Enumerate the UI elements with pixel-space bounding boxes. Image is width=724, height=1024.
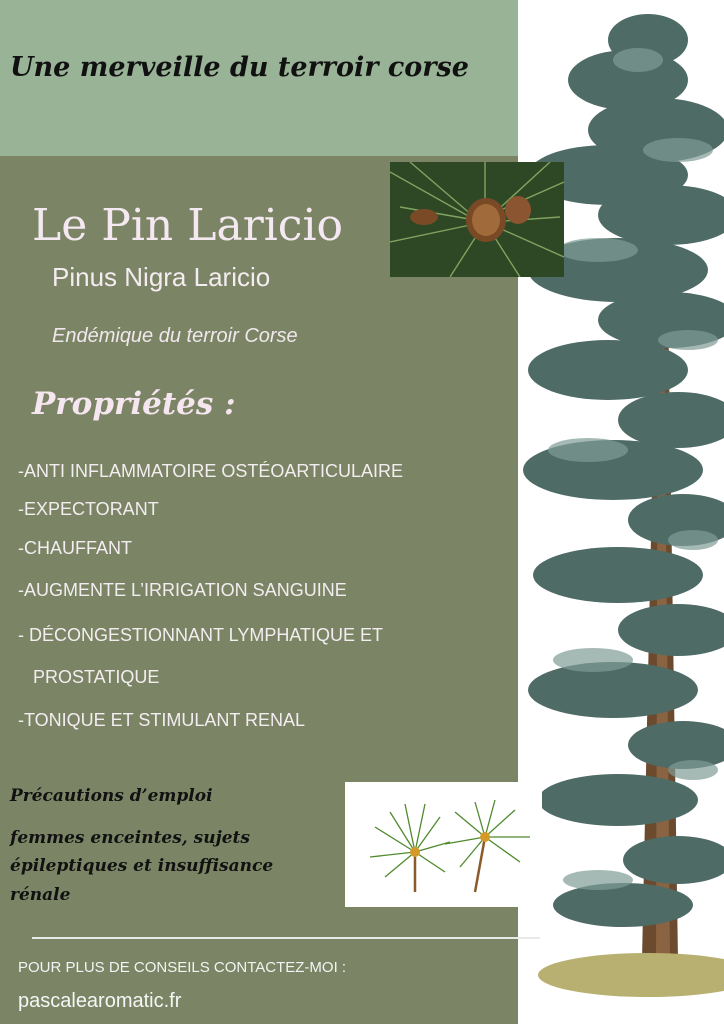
- endemic-subtitle: Endémique du terroir Corse: [52, 325, 298, 347]
- pine-needle-sprigs-photo: [345, 782, 542, 907]
- property-item: PROSTATIQUE: [33, 667, 160, 687]
- precautions-line: femmes enceintes, sujets: [10, 828, 250, 848]
- pine-cone-photo: [390, 162, 564, 277]
- page-title: Le Pin Laricio: [32, 200, 344, 251]
- property-item: -ANTI INFLAMMATOIRE OSTÉOARTICULAIRE: [18, 461, 404, 481]
- precautions-heading: Précautions d’emploi: [10, 786, 213, 806]
- property-item: -TONIQUE ET STIMULANT RENAL: [18, 710, 306, 730]
- properties-heading: Propriétés :: [32, 386, 236, 422]
- precautions-line: rénale: [10, 885, 71, 905]
- contact-text: POUR PLUS DE CONSEILS CONTACTEZ-MOI :: [18, 959, 347, 976]
- pine-tree-illustration: [518, 0, 724, 1024]
- property-item: -AUGMENTE L’IRRIGATION SANGUINE: [18, 580, 347, 600]
- divider: [32, 937, 540, 939]
- property-item: - DÉCONGESTIONNANT LYMPHATIQUE ET: [18, 625, 384, 645]
- website-link[interactable]: pascalearomatic.fr: [18, 990, 182, 1012]
- property-item: -EXPECTORANT: [18, 499, 159, 519]
- top-banner: [0, 0, 518, 156]
- latin-name: Pinus Nigra Laricio: [52, 262, 271, 292]
- precautions-line: épileptiques et insuffisance: [10, 856, 274, 876]
- banner-title: Une merveille du terroir corse: [10, 52, 469, 83]
- property-item: -CHAUFFANT: [18, 538, 132, 558]
